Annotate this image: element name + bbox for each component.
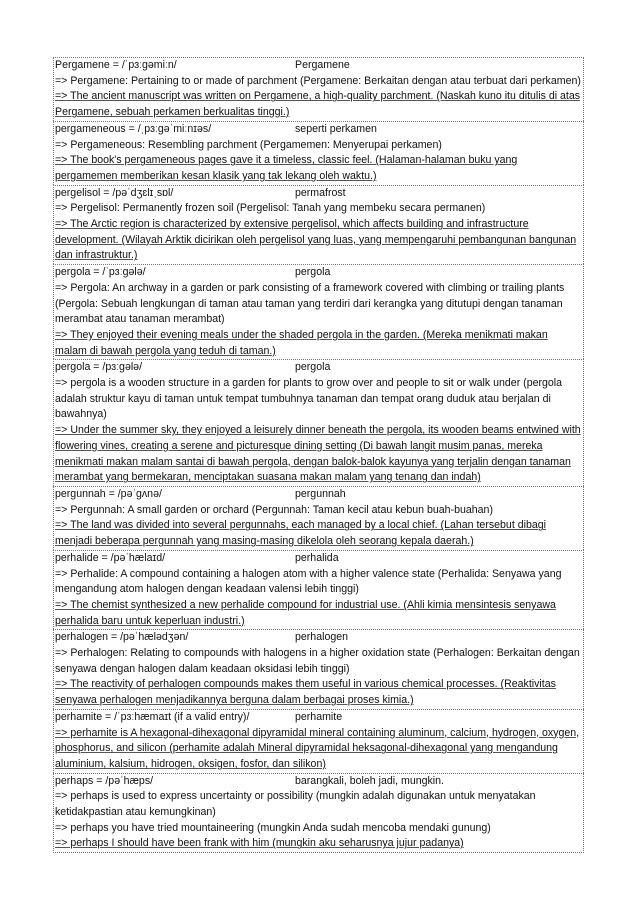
entry-translation: pergunnah [295,487,346,500]
entry-definition: => Pergunnah: A small garden or orchard (Pergunnah: Taman kecil atau kebun buah-buahan) [55,503,493,516]
entry-term-pronunciation: pergelisol = /pəˈdʒɛlɪˌsɒl/ [55,186,174,199]
entry-header [55,774,582,790]
dictionary-entry [53,264,584,359]
entry-term-pronunciation: perhalogen = /pəˈhælədʒən/ [55,631,189,644]
entry-example: => The land was divided into several pergunnahs, each managed by a local chief. (Lahan tersebut dibagi menjadi beberapa pergunnah yang masing-masing dikelola oleh seorang kepala daerah.) [55,519,546,548]
entry-definition: => Pergola: An archway in a garden or park consisting of a framework covered with climbing or trailing plants (Pergola: Sebuah lengkungan di taman atau taman yang terdiri dari kerangka yang ditutupi dengan tanaman merambat atau tanaman merambat) [55,281,565,326]
dictionary-entry [53,550,584,630]
entry-translation: barangkali, boleh jadi, mungkin. [295,774,444,787]
entry-header [55,360,582,376]
dictionary-page [53,57,584,853]
dictionary-entry [53,57,584,121]
entry-term-pronunciation: pergunnah = /pəˈɡʌnə/ [55,487,162,500]
entry-example: => perhaps you have tried mountaineering (mungkin Anda sudah mencoba mendaki gunung) [55,821,491,834]
entry-translation: perhalogen [295,631,349,644]
entry-definition: => Pergameneous: Resembling parchment (Pergamemen: Menyerupai perkamen) [55,138,442,151]
entry-header [55,265,582,281]
entry-example: => The ancient manuscript was written on Pergamene, a high-quality parchment. (Naskah kuno itu ditulis di atas Pergamene, sebuah perkamen berkualitas tinggi.) [55,90,581,119]
entry-example: => The Arctic region is characterized by extensive pergelisol, which affects building and infrastructure development. (Wilayah Arktik dicirikan oleh pergelisol yang luas, yang mempengaruhi pembangunan bangunan dan infrastruktur.) [55,218,577,262]
entry-translation: perhalida [295,551,339,564]
entry-definition: => Pergelisol: Permanently frozen soil (Pergelisol: Tanah yang membeku secara permanen) [55,202,486,215]
entry-term-pronunciation: perhamite = /ˈpɜːhæmaɪt (if a valid entry)/ [55,710,250,723]
entry-translation: seperti perkamen [295,122,377,135]
entry-term-pronunciation: perhaps = /pəˈhæps/ [55,774,154,787]
entry-example: => They enjoyed their evening meals under the shaded pergola in the garden. (Mereka menikmati makan malam di bawah pergola yang teduh di taman.) [55,328,548,357]
entry-term-pronunciation: pergameneous = /ˌpɜːɡəˈmiːnɪəs/ [55,122,212,135]
entry-translation: perhamite [295,710,343,723]
entry-translation: pergola [295,361,331,374]
entry-definition: => Perhalogen: Relating to compounds with halogens in a higher oxidation state (Perhalogen: Berkaitan dengan senyawa dengan halogen dalam keadaan oksidasi lebih tinggi) [55,647,580,675]
entry-header [55,710,582,726]
entry-translation: Pergamene [295,59,350,71]
entry-term-pronunciation: pergola = /ˈpɜːɡələ/ [55,266,146,279]
entry-term-pronunciation: Pergamene = /ˈpɜːɡəmiːn/ [55,59,177,71]
entry-header [55,186,582,202]
entry-example: => The chemist synthesized a new perhalide compound for industrial use. (Ahli kimia mensintesis senyawa perhalida baru untuk keperluan industri.) [55,598,556,627]
dictionary-entry [53,486,584,550]
entry-example: => perhaps I should have been frank with him (mungkin aku seharusnya jujur padanya) [55,837,464,850]
entry-definition: => Perhalide: A compound containing a halogen atom with a higher valence state (Perhalida: Senyawa yang mengandung atom halogen dengan keadaan valensi lebih tinggi) [55,567,562,596]
entry-header [55,630,582,646]
entry-definition: => Pergamene: Pertaining to or made of parchment (Pergamene: Berkaitan dengan atau terbuat dari perkamen) [55,74,581,87]
entry-term-pronunciation: perhalide = /pəˈhælaɪd/ [55,551,166,564]
entry-definition: => pergola is a wooden structure in a garden for plants to grow over and people to sit or walk under (pergola adalah struktur kayu di taman untuk tempat tumbuhnya tanaman dan tempat orang duduk atau berjalan di bawahnya) [55,377,563,421]
entry-header [55,122,582,138]
dictionary-entry [53,629,584,709]
entry-translation: pergola [295,266,331,279]
entry-example: => The book's pergameneous pages gave it a timeless, classic feel. (Halaman-halaman buku yang pergamemen memberikan kesan klasik yang tak lekang oleh waktu.) [55,154,518,182]
entry-header [55,551,582,567]
entry-example: => Under the summer sky, they enjoyed a leisurely dinner beneath the pergola, its wooden beams entwined with flowering vines, creating a serene and picturesque dining setting (Di bawah langit musim panas, mereka menikmati makan malam santai di bawah pergola, dengan balok-balok kayunya yang terjalin dengan tanaman merambat yang bermekaran, menciptakan suasana makan malam yang tenang dan indah) [55,424,581,484]
dictionary-entry [53,185,584,265]
entry-definition: => perhamite is A hexagonal-dihexagonal dipyramidal mineral containing aluminum, calcium, hydrogen, oxygen, phosphorus, and silicon (perhamite adalah Mineral dipyramidal heksagonal-dihexagonal yang mengandung aluminium, kalsium, hidrogen, oksigen, fosfor, dan silikon) [55,726,580,770]
dictionary-entry [53,359,584,486]
dictionary-entry [53,773,584,854]
entry-header [55,58,582,74]
dictionary-entry [53,121,584,185]
entry-definition: => perhaps is used to express uncertainty or possibility (mungkin adalah digunakan untuk menyatakan ketidakpastian atau kemungkinan) [55,790,536,819]
entry-translation: permafrost [295,186,346,199]
entry-term-pronunciation: pergola = /pɜːɡələ/ [55,361,143,374]
entry-header [55,487,582,503]
entry-example: => The reactivity of perhalogen compounds makes them useful in various chemical processes. (Reaktivitas senyawa perhalogen menjadikannya berguna dalam berbagai proses kimia.) [55,678,556,707]
dictionary-entry [53,709,584,773]
